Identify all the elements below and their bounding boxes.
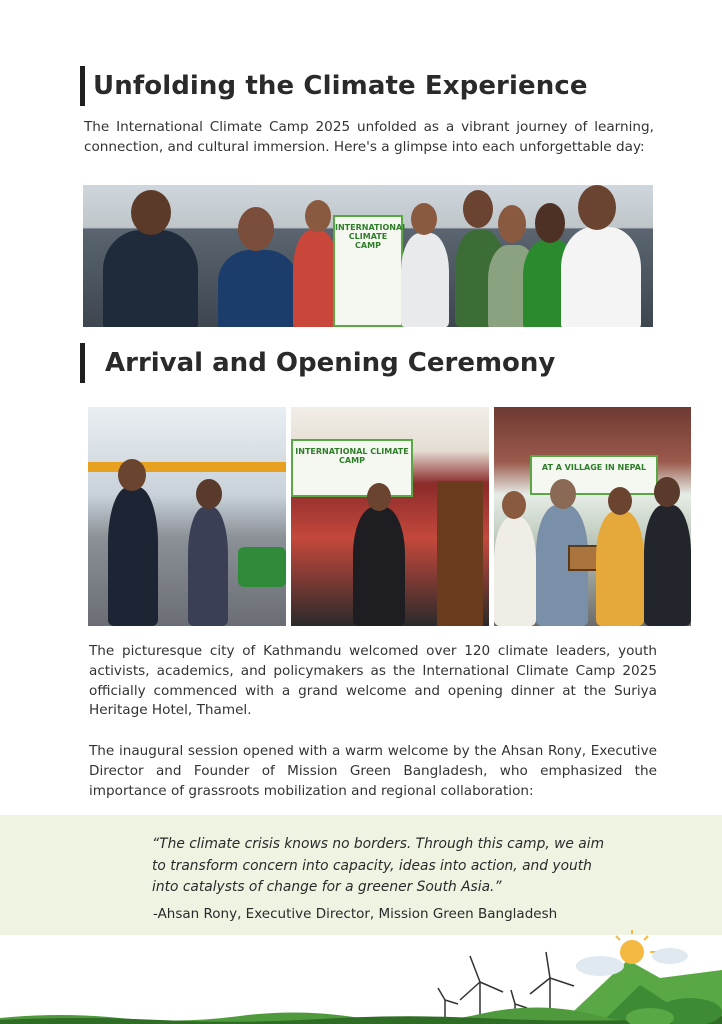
banner-title: INTERNATIONAL CLIMATE CAMP — [295, 447, 409, 465]
sun-icon — [616, 930, 656, 964]
inaugural-paragraph: The inaugural session opened with a warm welcome by the Ahsan Rony, Executive Director and Founder of Mission Green Bangladesh, who emphasized the importance of grassroots mobilization and regional collaboration: — [89, 743, 657, 799]
welcome-paragraph: The picturesque city of Kathmandu welcomed over 120 climate leaders, youth activists, academics, and policymakers as the International Climate Camp 2025 officially commenced with a grand welcome and opening dinner at the Suriya Heritage Hotel, Thamel. — [89, 643, 657, 719]
intro-paragraph: The International Climate Camp 2025 unfolded as a vibrant journey of learning, connection, and cultural immersion. Here's a glimpse into each unforgettable day: — [84, 119, 654, 155]
award-banner — [530, 455, 658, 495]
pull-quote: “The climate crisis knows no borders. Through this camp, we aim to transform concern into capacity, ideas into action, and youth into catalysts of change for a greener South Asia.” — [152, 836, 605, 895]
banner-subtitle: AT A VILLAGE IN NEPAL — [541, 463, 647, 472]
opening-speech-photo — [291, 407, 489, 626]
landscape-illustration — [0, 930, 722, 1024]
arrival-photo — [88, 407, 286, 626]
group-photo — [83, 185, 653, 327]
stage-banner — [291, 439, 413, 497]
section-heading-unfolding — [80, 66, 588, 106]
heading-text: Unfolding the Climate Experience — [93, 71, 588, 101]
heading-bar — [80, 343, 85, 383]
award-photo — [494, 407, 691, 626]
quote-attribution: -Ahsan Rony, Executive Director, Mission Green Bangladesh — [153, 906, 558, 922]
group-photo-banner — [333, 215, 408, 327]
heading-text: Arrival and Opening Ceremony — [105, 348, 556, 378]
section-heading-arrival — [80, 343, 555, 383]
heading-bar — [80, 66, 85, 106]
banner-title: INTERNATIONAL CLIMATE CAMP — [335, 223, 408, 250]
